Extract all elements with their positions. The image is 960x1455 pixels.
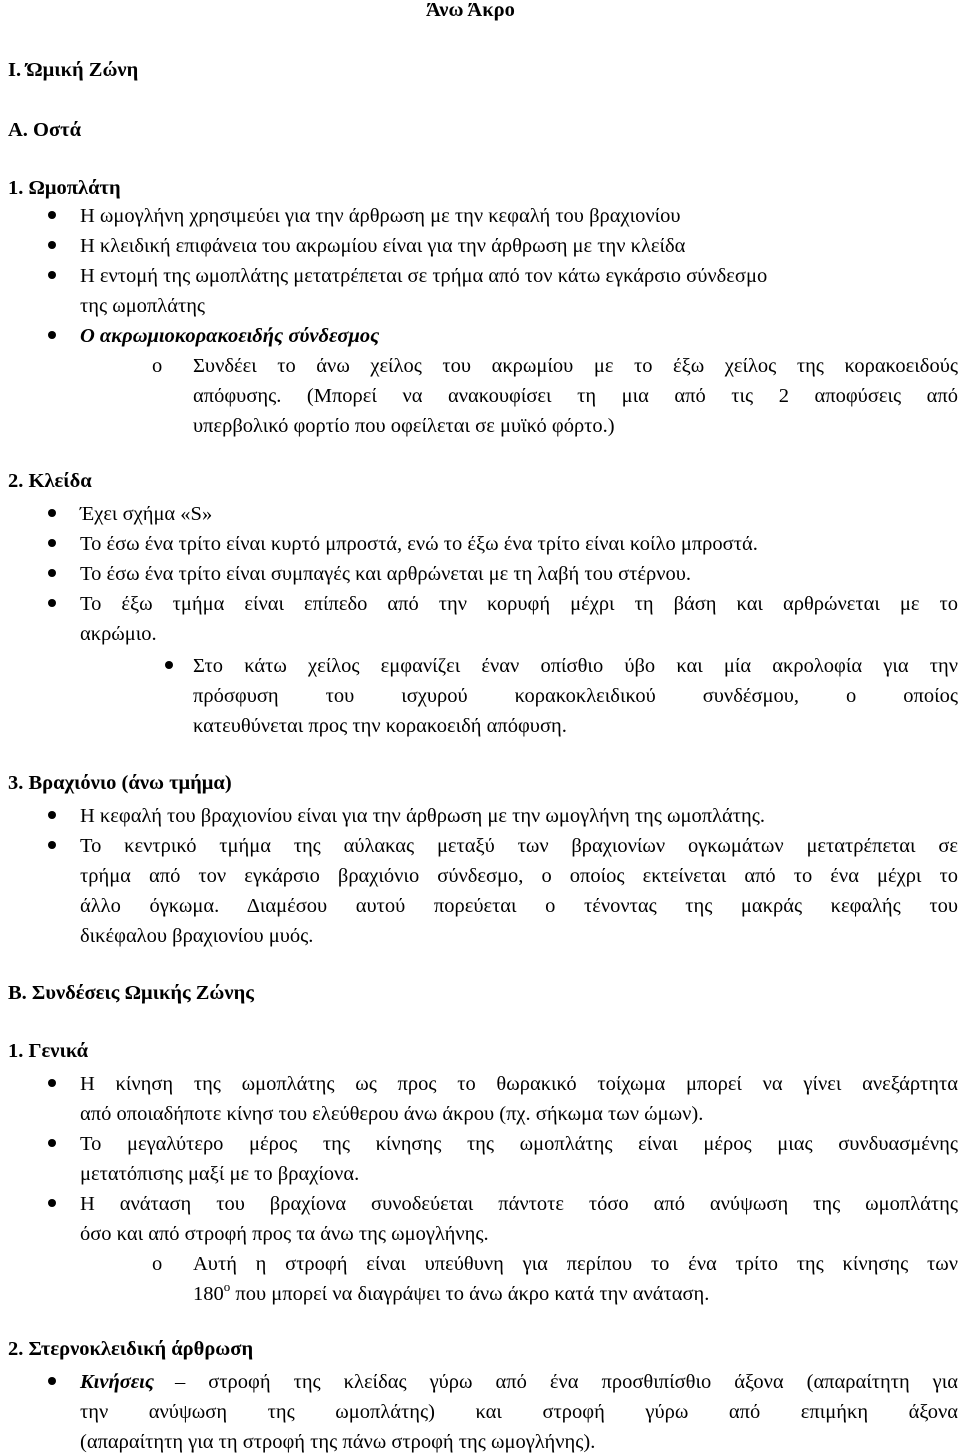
scapula-sub-3: υπερβολικό φορτίο που οφείλεται σε μυϊκό φόρτο.) [193,415,615,437]
bullet-icon [48,509,56,517]
humerus-bullet-1: Η κεφαλή του βραχιονίου είναι για την άρθρωση με την ωμογλήνη της ωμοπλάτης. [80,805,765,827]
bullet-icon [48,811,56,819]
clavicle-bullet-3: Το έσω ένα τρίτο είναι συμπαγές και αρθρώνεται με τη λαβή του στέρνου. [80,563,692,585]
bullet-icon [48,841,56,849]
clavicle-bullet-1: Έχει σχήμα «S» [80,503,213,525]
humerus-bullet-2-cont-1: τρήμα από τον εγκάρσιο βραχιόνιο σύνδεσμο, ο οποίος εκτείνεται από το ένα μέχρι το [80,865,958,887]
bullet-icon [48,241,56,249]
clavicle-bullet-4: Το έξω τμήμα είναι επίπεδο από την κορυφή μέχρι τη βάση και αρθρώνεται με το [80,593,958,615]
sternoclavicular-heading: 2. Στερνοκλειδική άρθρωση [8,1338,254,1360]
general-sub-2-text: που μπορεί να διαγράψει το άνω άκρο κατά την ανάταση. [235,1283,710,1305]
sternoclavicular-line-3: (απαραίτητη για τη στροφή της πάνω στροφή της ωμογλήνης). [80,1431,596,1453]
scapula-sub-2: απόφυσης. (Μπορεί να ανακουφίσει τη μια από τις 2 αποφύσεις από [193,385,958,407]
general-bullet-1-cont: από οποιαδήποτε κίνησ του ελεύθερου άνω άκρου (πχ. σήκωμα των ώμων). [80,1103,704,1125]
circle-bullet-icon: o [152,355,163,377]
section-b-heading: Β. Συνδέσεις Ωμικής Ζώνης [8,982,254,1004]
degree-value: 180 [193,1283,224,1305]
general-sub-2 [193,1281,709,1307]
part-heading: Ι. Ώμική Ζώνη [8,59,139,81]
general-bullet-2-cont: μετατόπισης μαξί με το βραχίονα. [80,1163,360,1185]
bullet-icon [48,1079,56,1087]
bullet-icon [48,1199,56,1207]
general-heading: 1. Γενικά [8,1040,89,1062]
movements-label: Κινήσεις [80,1371,155,1393]
humerus-bullet-2-cont-2: άλλο όγκωμα. Διαμέσου αυτού πορεύεται ο τένοντας της μακράς κεφαλής του [80,895,958,917]
scapula-bullet-4: Ο ακρωμιοκορακοειδής σύνδεσμος [80,325,380,347]
humerus-bullet-2: Το κεντρικό τμήμα της αύλακας μεταξύ των βραχιονίων ογκωμάτων μετατρέπεται σε [80,835,958,857]
bullet-icon [48,569,56,577]
degree-sign: o [223,1279,231,1294]
scapula-heading: 1. Ωμοπλάτη [8,177,121,199]
page-title: Άνω Άκρο [426,0,515,21]
general-sub-1: Αυτή η στροφή είναι υπεύθυνη για περίπου το ένα τρίτο της κίνησης των [193,1253,958,1275]
clavicle-bullet-4-cont: ακρώμιο. [80,623,157,645]
bullet-icon [48,539,56,547]
bullet-icon [48,211,56,219]
general-bullet-1: Η κίνηση της ωμοπλάτης ως προς το θωρακικό τοίχωμα μπορεί να γίνει ανεξάρτητα [80,1073,958,1095]
scapula-bullet-3-cont: της ωμοπλάτης [80,295,206,317]
bullet-icon [48,331,56,339]
scapula-bullet-3: Η εντομή της ωμοπλάτης μετατρέπεται σε τρήμα από τον κάτω εγκάρσιο σύνδεσμο [80,265,768,287]
humerus-bullet-2-cont-3: δικέφαλου βραχιονίου μυός. [80,925,314,947]
bullet-icon [48,599,56,607]
clavicle-sub-1: Στο κάτω χείλος εμφανίζει έναν οπίσθιο ύβο και μία ακρολοφία για την [193,655,958,677]
general-bullet-2: Το μεγαλύτερο μέρος της κίνησης της ωμοπλάτης είναι μέρος μιας συνδυασμένης [80,1133,958,1155]
clavicle-sub-3: κατευθύνεται προς την κορακοειδή απόφυση. [193,715,567,737]
bullet-icon [48,271,56,279]
sternoclavicular-line-1: – στροφή της κλείδας γύρω από ένα προσθιπίσθιο άξονα (απαραίτητη για [175,1371,958,1393]
scapula-bullet-1: Η ωμογλήνη χρησιμεύει για την άρθρωση με την κεφαλή του βραχιονίου [80,205,681,227]
clavicle-sub-2: πρόσφυση του ισχυρού κορακοκλειδικού συνδέσμου, ο οποίος [193,685,958,707]
bullet-icon [48,1139,56,1147]
general-bullet-3: Η ανάταση του βραχίονα συνοδεύεται πάντοτε τόσο από ανύψωση της ωμοπλάτης [80,1193,958,1215]
scapula-sub-1: Συνδέει το άνω χείλος του ακρωμίου με το έξω χείλος της κορακοειδούς [193,355,958,377]
sternoclavicular-line-2: την ανύψωση της ωμοπλάτης) και στροφή γύρω από επιμήκη άξονα [80,1401,958,1423]
scapula-bullet-2: Η κλειδική επιφάνεια του ακρωμίου είναι για την άρθρωση με την κλείδα [80,235,686,257]
clavicle-bullet-2: Το έσω ένα τρίτο είναι κυρτό μπροστά, ενώ το έξω ένα τρίτο είναι κοίλο μπροστά. [80,533,758,555]
general-bullet-3-cont: όσο και από στροφή προς τα άνω της ωμογλήνης. [80,1223,489,1245]
section-a-heading: Α. Οστά [8,119,82,141]
humerus-heading: 3. Βραχιόνιο (άνω τμήμα) [8,772,232,794]
clavicle-heading: 2. Κλείδα [8,470,92,492]
bullet-icon [165,661,173,669]
bullet-icon [48,1377,56,1385]
circle-bullet-icon: o [152,1253,163,1275]
